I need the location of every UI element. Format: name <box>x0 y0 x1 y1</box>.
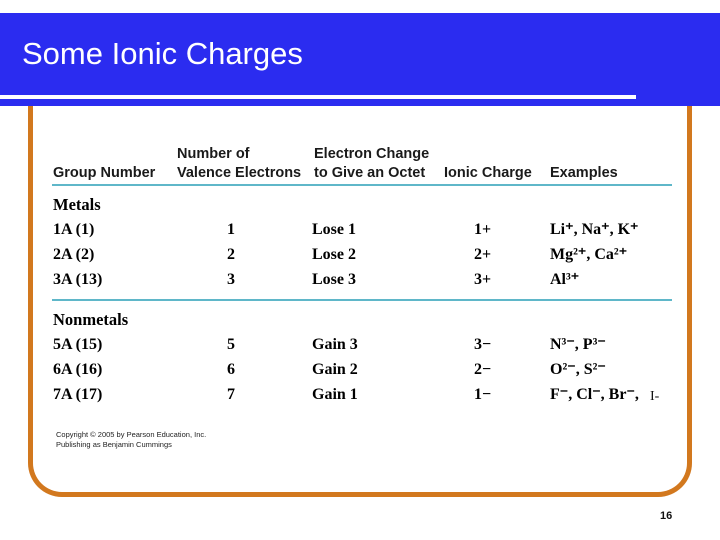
cell-charge: 1− <box>474 386 492 403</box>
section-rule <box>52 299 672 301</box>
cell-examples: N³⁻, P³⁻ <box>550 336 606 353</box>
slide-title: Some Ionic Charges <box>22 36 303 71</box>
cell-valence: 1 <box>227 221 235 238</box>
header-ionic-charge: Ionic Charge <box>444 165 532 181</box>
banner-divider <box>0 95 636 99</box>
header-valence-line1: Number of <box>177 146 250 162</box>
cell-change: Gain 1 <box>312 386 358 403</box>
cell-valence: 6 <box>227 361 235 378</box>
cell-group: 3A (13) <box>53 271 103 288</box>
cell-valence: 3 <box>227 271 235 288</box>
publisher-line: Publishing as Benjamin Cummings <box>56 440 172 449</box>
header-examples: Examples <box>550 165 618 181</box>
header-change-line2: to Give an Octet <box>314 165 426 181</box>
cell-change: Lose 1 <box>312 221 356 238</box>
cell-change: Gain 2 <box>312 361 358 378</box>
cell-group: 2A (2) <box>53 246 95 263</box>
copyright-line: Copyright © 2005 by Pearson Education, Inc. <box>56 430 207 439</box>
cell-charge: 2+ <box>474 246 492 263</box>
cell-valence: 7 <box>227 386 235 403</box>
cell-group: 7A (17) <box>53 386 103 403</box>
cell-examples: Al³⁺ <box>550 271 580 288</box>
iodide-ion-label: I- <box>650 389 660 404</box>
header-group-number: Group Number <box>53 165 156 181</box>
header-valence-line2: Valence Electrons <box>177 165 302 181</box>
cell-change: Lose 3 <box>312 271 356 288</box>
cell-charge: 2− <box>474 361 492 378</box>
page-number: 16 <box>660 510 673 522</box>
cell-group: 1A (1) <box>53 221 95 238</box>
header-rule <box>52 184 672 186</box>
header-change-line1: Electron Change <box>314 146 430 162</box>
cell-valence: 2 <box>227 246 235 263</box>
section-nonmetals: Nonmetals <box>53 310 129 329</box>
cell-group: 6A (16) <box>53 361 103 378</box>
cell-examples: F⁻, Cl⁻, Br⁻, <box>550 386 639 403</box>
cell-change: Lose 2 <box>312 246 356 263</box>
cell-charge: 1+ <box>474 221 492 238</box>
section-metals: Metals <box>53 195 101 214</box>
cell-examples: Mg²⁺, Ca²⁺ <box>550 246 628 263</box>
copyright-notice <box>56 430 206 450</box>
cell-examples: Li⁺, Na⁺, K⁺ <box>550 221 639 238</box>
cell-examples: O²⁻, S²⁻ <box>550 361 606 378</box>
cell-valence: 5 <box>227 336 235 353</box>
cell-group: 5A (15) <box>53 336 103 353</box>
cell-charge: 3− <box>474 336 492 353</box>
cell-charge: 3+ <box>474 271 492 288</box>
cell-change: Gain 3 <box>312 336 358 353</box>
